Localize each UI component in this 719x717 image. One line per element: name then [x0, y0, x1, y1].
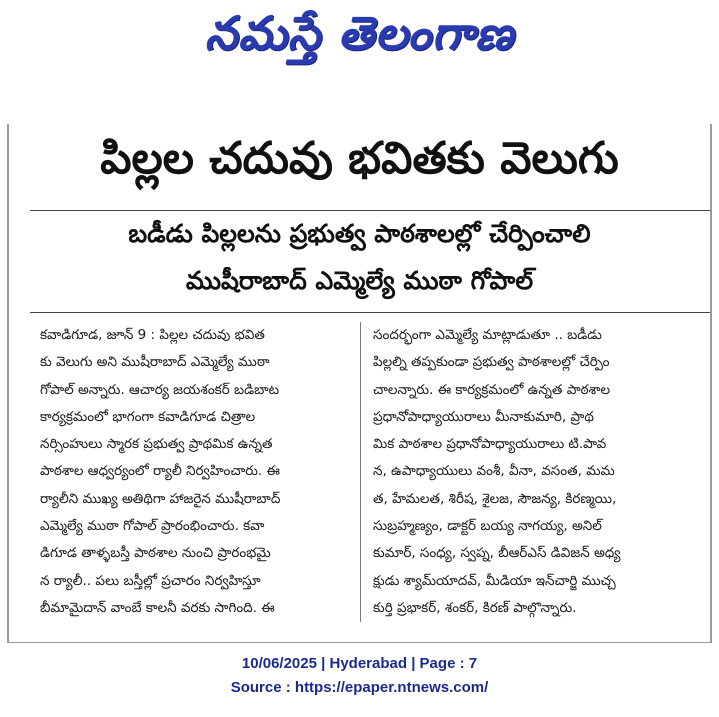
column-line: డిగూడ తాళ్ళబస్తీ పాఠశాల నుంచి ప్రారంభమై — [40, 545, 271, 562]
clipping-right-edge — [710, 124, 712, 642]
subheading-1 — [7, 215, 712, 259]
column-line: ఎమ్మెల్యే ముఠా గోపాల్ ప్రారంభించారు. కవా — [40, 518, 265, 535]
column-line: నర్సింహులు స్మారక ప్రభుత్వ ప్రాథమిక ఉన్నత — [40, 436, 273, 453]
source-link[interactable]: Source : https://epaper.ntnews.com/ — [230, 679, 489, 696]
column-line: కుమార్, సంధ్య, స్వప్న, బీఆర్ఎస్ డివిజన్ అధ్య — [373, 545, 621, 562]
column-line: చాలన్నారు. ఈ కార్యక్రమంలో ఉన్నత పాఠశాల — [373, 381, 611, 398]
subheading-2-text: ముషీరాబాద్ ఎమ్మెల్యే ముఠా గోపాల్ — [185, 266, 534, 295]
column-line: కార్యక్రమంలో భాగంగా కవాడిగూడ చిత్రాల — [40, 408, 256, 425]
clipping-bottom-edge — [7, 642, 712, 643]
article-column-right — [373, 322, 688, 622]
clipping-left-edge — [7, 124, 9, 642]
column-divider — [360, 322, 361, 622]
subheading-1-text: బడీడు పిల్లలను ప్రభుత్వ పాఠశాలల్లో చేర్పించాలి — [128, 219, 591, 248]
column-line: కుర్తి ప్రభాకర్, శంకర్, కిరణ్ పాల్గొన్నారు. — [373, 599, 577, 616]
divider-rule — [30, 210, 710, 211]
column-line: సుబ్రహ్మణ్యం, డాక్టర్ బయ్య నాగయ్య, అనిల్ — [373, 518, 602, 535]
newspaper-logo: నమస్తే తెలంగాణ — [204, 6, 515, 60]
article-headline — [7, 128, 712, 200]
divider-rule — [30, 312, 710, 313]
headline-text: పిల్లల చదువు భవితకు వెలుగు — [100, 133, 619, 184]
column-line: ప్రధానోపాధ్యాయురాలు మీనాకుమారి, ప్రాథ — [373, 408, 594, 425]
column-line: కు వెలుగు అని ముషీరాబాద్ ఎమ్మెల్యే ముఠా — [40, 354, 270, 371]
column-line: న ర్యాలీ.. పలు బస్తీల్లో ప్రచారం నిర్వహిస్తూ — [40, 572, 261, 589]
column-line: క్షుడు శ్యామ్‌యాదవ్, మీడియా ఇన్‌చార్జి ముచ్చ — [373, 572, 616, 589]
subheading-2 — [7, 262, 712, 306]
column-line: పిల్లల్ని తప్పకుండా ప్రభుత్వ పాఠశాలల్లో చేర్పిం — [373, 354, 610, 371]
dateline: 10/06/2025 | Hyderabad | Page : 7 — [241, 655, 478, 672]
column-line: పాఠశాల ఆధ్వర్యంలో ర్యాలీ నిర్వహించారు. ఈ — [40, 463, 280, 480]
column-line: ర్యాలీని ముఖ్య అతిథిగా హాజరైన ముషీరాబాద్ — [40, 490, 281, 507]
column-line: త, హేమలత, శిరీష, శైలజ, సౌజన్య, కిరణ్మయి, — [373, 490, 617, 507]
column-line: న, ఉపాధ్యాయులు వంశీ, వీనా, వసంత, మమ — [373, 463, 615, 480]
column-line: గోపాల్ అన్నారు. ఆచార్య జయశంకర్ బడిబాట — [40, 381, 280, 398]
column-line: సందర్భంగా ఎమ్మెల్యే మాట్లాడుతూ .. బడీడు — [373, 327, 602, 343]
column-line: మిక పాఠశాల ప్రధానోపాధ్యాయురాలు టి.పావ — [373, 436, 607, 453]
article-column-left — [40, 322, 355, 622]
column-line: కవాడిగూడ, జూన్ 9 : పిల్లల చదువు భవిత — [40, 327, 265, 343]
masthead — [0, 0, 719, 78]
column-line: బీమామైదాన్ వాంబే కాలనీ వరకు సాగింది. ఈ — [40, 599, 275, 616]
